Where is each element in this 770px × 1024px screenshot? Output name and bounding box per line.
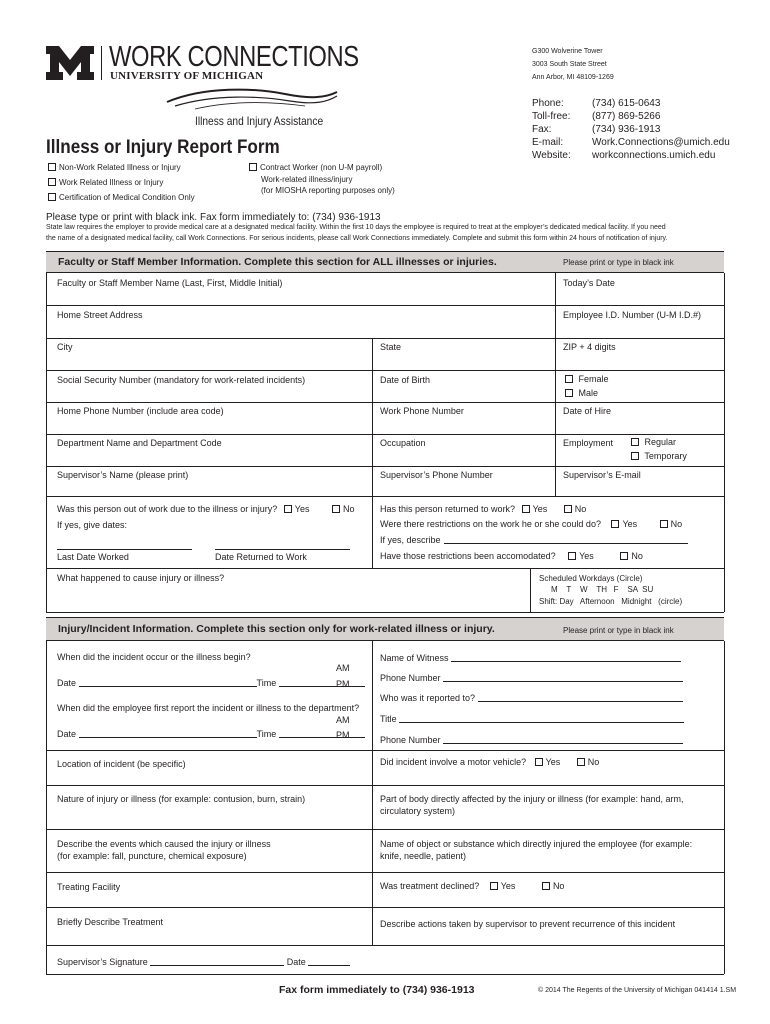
yes-checkbox[interactable] — [522, 505, 530, 513]
time-field[interactable] — [279, 678, 365, 687]
am-label[interactable]: AM — [336, 663, 350, 673]
male-option[interactable] — [565, 388, 598, 398]
no-checkbox[interactable] — [332, 505, 340, 513]
home-phone-label[interactable]: Home Phone Number (include area code) — [57, 406, 224, 416]
rule — [724, 641, 725, 974]
date-returned-line[interactable] — [215, 549, 350, 550]
phone-label: Phone Number — [380, 735, 441, 745]
briefly-describe-label[interactable]: Briefly Describe Treatment — [57, 917, 164, 927]
shift-row[interactable]: Shift: Day Afternoon Midnight (circle) — [539, 597, 683, 606]
hire-date-label[interactable]: Date of Hire — [563, 406, 612, 416]
state-label[interactable]: State — [380, 342, 402, 352]
describe-line[interactable] — [444, 543, 688, 544]
body-part-label-1[interactable]: Part of body directly affected by the injury or illness (for example: hand, arm, — [380, 794, 684, 804]
rule — [555, 273, 556, 496]
department-label[interactable]: Department Name and Department Code — [57, 438, 222, 448]
contact-value: workconnections.umich.edu — [592, 150, 716, 161]
rule — [46, 974, 724, 975]
treating-facility-label[interactable]: Treating Facility — [57, 882, 121, 892]
contact-row — [532, 149, 730, 162]
checkbox[interactable] — [48, 178, 56, 186]
nature-label[interactable]: Nature of injury or illness (for example: contusion, burn, strain) — [57, 794, 306, 804]
member-name-label[interactable]: Faculty or Staff Member Name (Last, First, Middle Initial) — [57, 278, 283, 288]
contact-row — [532, 136, 730, 149]
date-field[interactable] — [79, 729, 257, 738]
option-label: Work Related Illness or Injury — [59, 178, 164, 187]
title-row — [380, 714, 684, 724]
signature-date-field[interactable] — [308, 957, 350, 966]
rule — [372, 338, 373, 568]
question-text: Have those restrictions been accomodated? — [380, 551, 556, 561]
phone-field[interactable] — [443, 735, 683, 744]
contact-label: Phone: — [532, 98, 564, 109]
option-label: Temporary — [644, 451, 687, 461]
when-report-label: When did the employee first report the incident or illness to the department? — [57, 703, 360, 713]
rule — [46, 750, 724, 751]
contact-label: Toll-free: — [532, 111, 571, 122]
no-label: No — [631, 551, 643, 561]
am-label[interactable]: AM — [336, 715, 350, 725]
actions-taken-label[interactable]: Describe actions taken by supervisor to prevent recurrence of this incident — [380, 919, 676, 929]
logo-divider — [101, 46, 102, 80]
rule — [46, 907, 724, 908]
time-field[interactable] — [279, 729, 365, 738]
question-text: Has this person returned to work? — [380, 504, 516, 514]
contract-worker-note-1: Work-related illness/injury — [261, 175, 353, 184]
when-begin-label: When did the incident occur or the illness begin? — [57, 652, 251, 662]
regular-option[interactable] — [631, 437, 676, 447]
question-text: Was this person out of work due to the illness or injury? — [57, 504, 278, 514]
signature-field[interactable] — [150, 957, 284, 966]
yes-checkbox[interactable] — [535, 758, 543, 766]
work-phone-label[interactable]: Work Phone Number — [380, 406, 464, 416]
no-checkbox[interactable] — [660, 520, 668, 528]
option-label: Contract Worker (non U-M payroll) — [260, 163, 383, 172]
rule — [46, 496, 724, 497]
swoosh-graphic — [165, 88, 340, 110]
rule — [46, 568, 724, 569]
witness-phone-row — [380, 673, 683, 683]
dob-label[interactable]: Date of Birth — [380, 375, 431, 385]
form-title: Illness or Injury Report Form — [46, 137, 280, 158]
time-label: Time — [256, 729, 277, 739]
contact-value: Work.Connections@umich.edu — [592, 137, 730, 148]
rule — [372, 641, 373, 945]
title-label: Title — [380, 714, 397, 724]
title-field[interactable] — [399, 714, 684, 723]
pm-label[interactable]: PM — [336, 730, 350, 740]
if-yes-describe-label: If yes, describe — [380, 535, 441, 545]
contact-row — [532, 110, 730, 123]
contact-list — [532, 97, 730, 162]
pm-label[interactable]: PM — [336, 679, 350, 689]
supervisor-name-label[interactable]: Supervisor’s Name (please print) — [57, 470, 189, 480]
rule — [46, 434, 724, 435]
yes-label: Yes — [500, 881, 516, 891]
no-checkbox[interactable] — [620, 552, 628, 560]
certification-option[interactable] — [48, 193, 195, 202]
reported-to-field[interactable] — [478, 693, 683, 702]
contact-label: Website: — [532, 150, 571, 161]
section1-note: Please print or type in black ink — [563, 258, 674, 267]
contact-row — [532, 97, 730, 110]
yes-label: Yes — [622, 519, 638, 529]
checkbox[interactable] — [249, 163, 257, 171]
location-label[interactable]: Location of incident (be specific) — [57, 759, 186, 769]
yes-label: Yes — [545, 757, 561, 767]
restrictions-question — [380, 519, 682, 529]
home-address-label[interactable]: Home Street Address — [57, 310, 143, 320]
rule — [46, 338, 724, 339]
date-label: Date — [57, 678, 77, 688]
date-returned-label: Date Returned to Work — [215, 552, 307, 562]
instructions-detail-1: State law requires the employer to provide medical care at a designated medical facility. Within the first 10 days the employee is required to treat at the employer’s dedicated medical facility. If you need — [46, 224, 666, 231]
rule — [46, 370, 724, 371]
date-label: Date — [286, 957, 306, 967]
section1-title: Faculty or Staff Member Information. Complete this section for ALL illnesses or injuries. — [58, 256, 497, 268]
section2-note: Please print or type in black ink — [563, 626, 674, 635]
motor-vehicle-question — [380, 757, 599, 767]
yes-label: Yes — [532, 504, 548, 514]
no-label: No — [670, 519, 683, 529]
object-label-1[interactable]: Name of object or substance which directly injured the employee (for example: — [380, 839, 693, 849]
yes-checkbox[interactable] — [490, 882, 498, 890]
yes-checkbox[interactable] — [568, 552, 576, 560]
contact-row — [532, 123, 730, 136]
contract-worker-note-2: (for MIOSHA reporting purposes only) — [261, 186, 395, 195]
signature-row — [57, 957, 350, 967]
time-label: Time — [256, 678, 277, 688]
phone-label: Phone Number — [380, 673, 441, 683]
address-line-1: G300 Wolverine Tower — [532, 48, 603, 55]
date-field[interactable] — [79, 678, 257, 687]
contact-value: (734) 615-0643 — [592, 98, 661, 109]
yes-label: Yes — [579, 551, 594, 561]
returned-to-work-question — [380, 504, 586, 514]
date-time-row-2 — [57, 729, 365, 739]
last-date-worked-label: Last Date Worked — [57, 552, 129, 562]
supervisor-email-label[interactable]: Supervisor’s E-mail — [563, 470, 641, 480]
rule — [46, 872, 724, 873]
witness-label: Name of Witness — [380, 653, 449, 663]
contact-label: E-mail: — [532, 137, 564, 148]
rule — [46, 466, 724, 467]
rule — [46, 945, 724, 946]
occupation-label[interactable]: Occupation — [380, 438, 426, 448]
ssn-label[interactable]: Social Security Number (mandatory for work-related incidents) — [57, 375, 306, 385]
date-time-row-1 — [57, 678, 365, 688]
question-text: Were there restrictions on the work he or she could do? — [380, 519, 601, 529]
contact-value: (734) 936-1913 — [592, 124, 661, 135]
last-date-worked-line[interactable] — [57, 549, 192, 550]
todays-date-label[interactable]: Today’s Date — [563, 278, 615, 288]
address-line-3: Ann Arbor, MI 48109-1269 — [532, 74, 614, 81]
org-subtitle: UNIVERSITY OF MICHIGAN — [110, 70, 264, 82]
describe-events-label-1[interactable]: Describe the events which caused the injury or illness — [57, 839, 271, 849]
no-label: No — [574, 504, 587, 514]
phone-field[interactable] — [443, 673, 683, 682]
no-label: No — [343, 504, 355, 514]
address-line-2: 3003 South State Street — [532, 61, 607, 68]
zip-label[interactable]: ZIP + 4 digits — [563, 342, 616, 352]
rule — [46, 273, 47, 612]
non-work-option[interactable] — [48, 163, 181, 172]
option-label: Non-Work Related Illness or Injury — [59, 163, 181, 172]
rule — [724, 273, 725, 612]
describe-events-label-2: (for example: fall, puncture, chemical exposure) — [57, 851, 247, 861]
reported-phone-row — [380, 735, 683, 745]
female-option[interactable] — [565, 374, 609, 384]
footer-copyright: © 2014 The Regents of the University of Michigan 041414 1.SM — [538, 987, 737, 994]
body-part-label-2: circulatory system) — [380, 806, 456, 816]
signature-label: Supervisor’s Signature — [57, 957, 148, 967]
scheduled-workdays-label: Scheduled Workdays (Circle) — [539, 574, 643, 583]
question-text: Was treatment declined? — [380, 881, 480, 891]
no-label: No — [587, 757, 600, 767]
option-label: Male — [578, 388, 599, 398]
out-of-work-question — [57, 504, 355, 514]
work-related-option[interactable] — [48, 178, 163, 187]
temporary-option[interactable] — [631, 451, 687, 461]
rule — [530, 568, 531, 612]
instructions-detail-2: the name of a designated medical facility, call Work Connections. For serious incidents, please call Work Connections immediately. Complete and submit this form within 24 hours of notification of injury. — [46, 235, 668, 242]
no-checkbox[interactable] — [564, 505, 572, 513]
rule — [46, 641, 47, 974]
checkbox[interactable] — [631, 452, 639, 460]
university-block-m-logo — [46, 46, 94, 80]
witness-field[interactable] — [451, 653, 681, 662]
employee-id-label[interactable]: Employee I.D. Number (U-M I.D.#) — [563, 310, 702, 320]
no-checkbox[interactable] — [577, 758, 585, 766]
rule — [46, 829, 724, 830]
tagline: Illness and Injury Assistance — [195, 114, 324, 128]
checkbox[interactable] — [565, 375, 573, 383]
yes-label: Yes — [294, 504, 310, 514]
instructions-main: Please type or print with black ink. Fax form immediately to: (734) 936-1913 — [46, 212, 381, 223]
date-label: Date — [57, 729, 77, 739]
no-label: No — [552, 881, 565, 891]
checkbox[interactable] — [48, 163, 56, 171]
checkbox[interactable] — [565, 389, 573, 397]
option-label: Certification of Medical Condition Only — [59, 193, 195, 202]
rule — [46, 402, 724, 403]
contact-value: (877) 869-5266 — [592, 111, 661, 122]
supervisor-phone-label[interactable]: Supervisor’s Phone Number — [380, 470, 493, 480]
witness-row — [380, 653, 681, 663]
footer-fax: Fax form immediately to (734) 936-1913 — [279, 984, 475, 996]
reported-to-label: Who was it reported to? — [380, 693, 476, 703]
no-checkbox[interactable] — [542, 882, 550, 890]
yes-checkbox[interactable] — [611, 520, 619, 528]
if-yes-dates-label: If yes, give dates: — [57, 520, 128, 530]
contact-label: Fax: — [532, 124, 552, 135]
what-happened-label[interactable]: What happened to cause injury or illness? — [57, 573, 225, 583]
reported-to-row — [380, 693, 683, 703]
rule — [46, 612, 724, 613]
employment-label: Employment — [563, 438, 614, 448]
option-label: Female — [578, 374, 609, 384]
treatment-declined-question — [380, 881, 564, 891]
city-label[interactable]: City — [57, 342, 73, 352]
object-label-2: knife, needle, patient) — [380, 851, 467, 861]
yes-checkbox[interactable] — [284, 505, 292, 513]
checkbox[interactable] — [48, 193, 56, 201]
question-text: Did incident involve a motor vehicle? — [380, 757, 527, 767]
rule — [46, 785, 724, 786]
days-row[interactable]: M T W TH F SA SU — [551, 585, 654, 594]
rule — [46, 305, 724, 306]
section2-title: Injury/Incident Information. Complete this section only for work-related illness or injury. — [58, 623, 495, 635]
checkbox[interactable] — [631, 438, 639, 446]
accommodated-question — [380, 551, 643, 561]
contract-worker-option[interactable] — [249, 163, 382, 173]
org-title: WORK CONNECTIONS — [109, 41, 359, 73]
option-label: Regular — [644, 437, 677, 447]
